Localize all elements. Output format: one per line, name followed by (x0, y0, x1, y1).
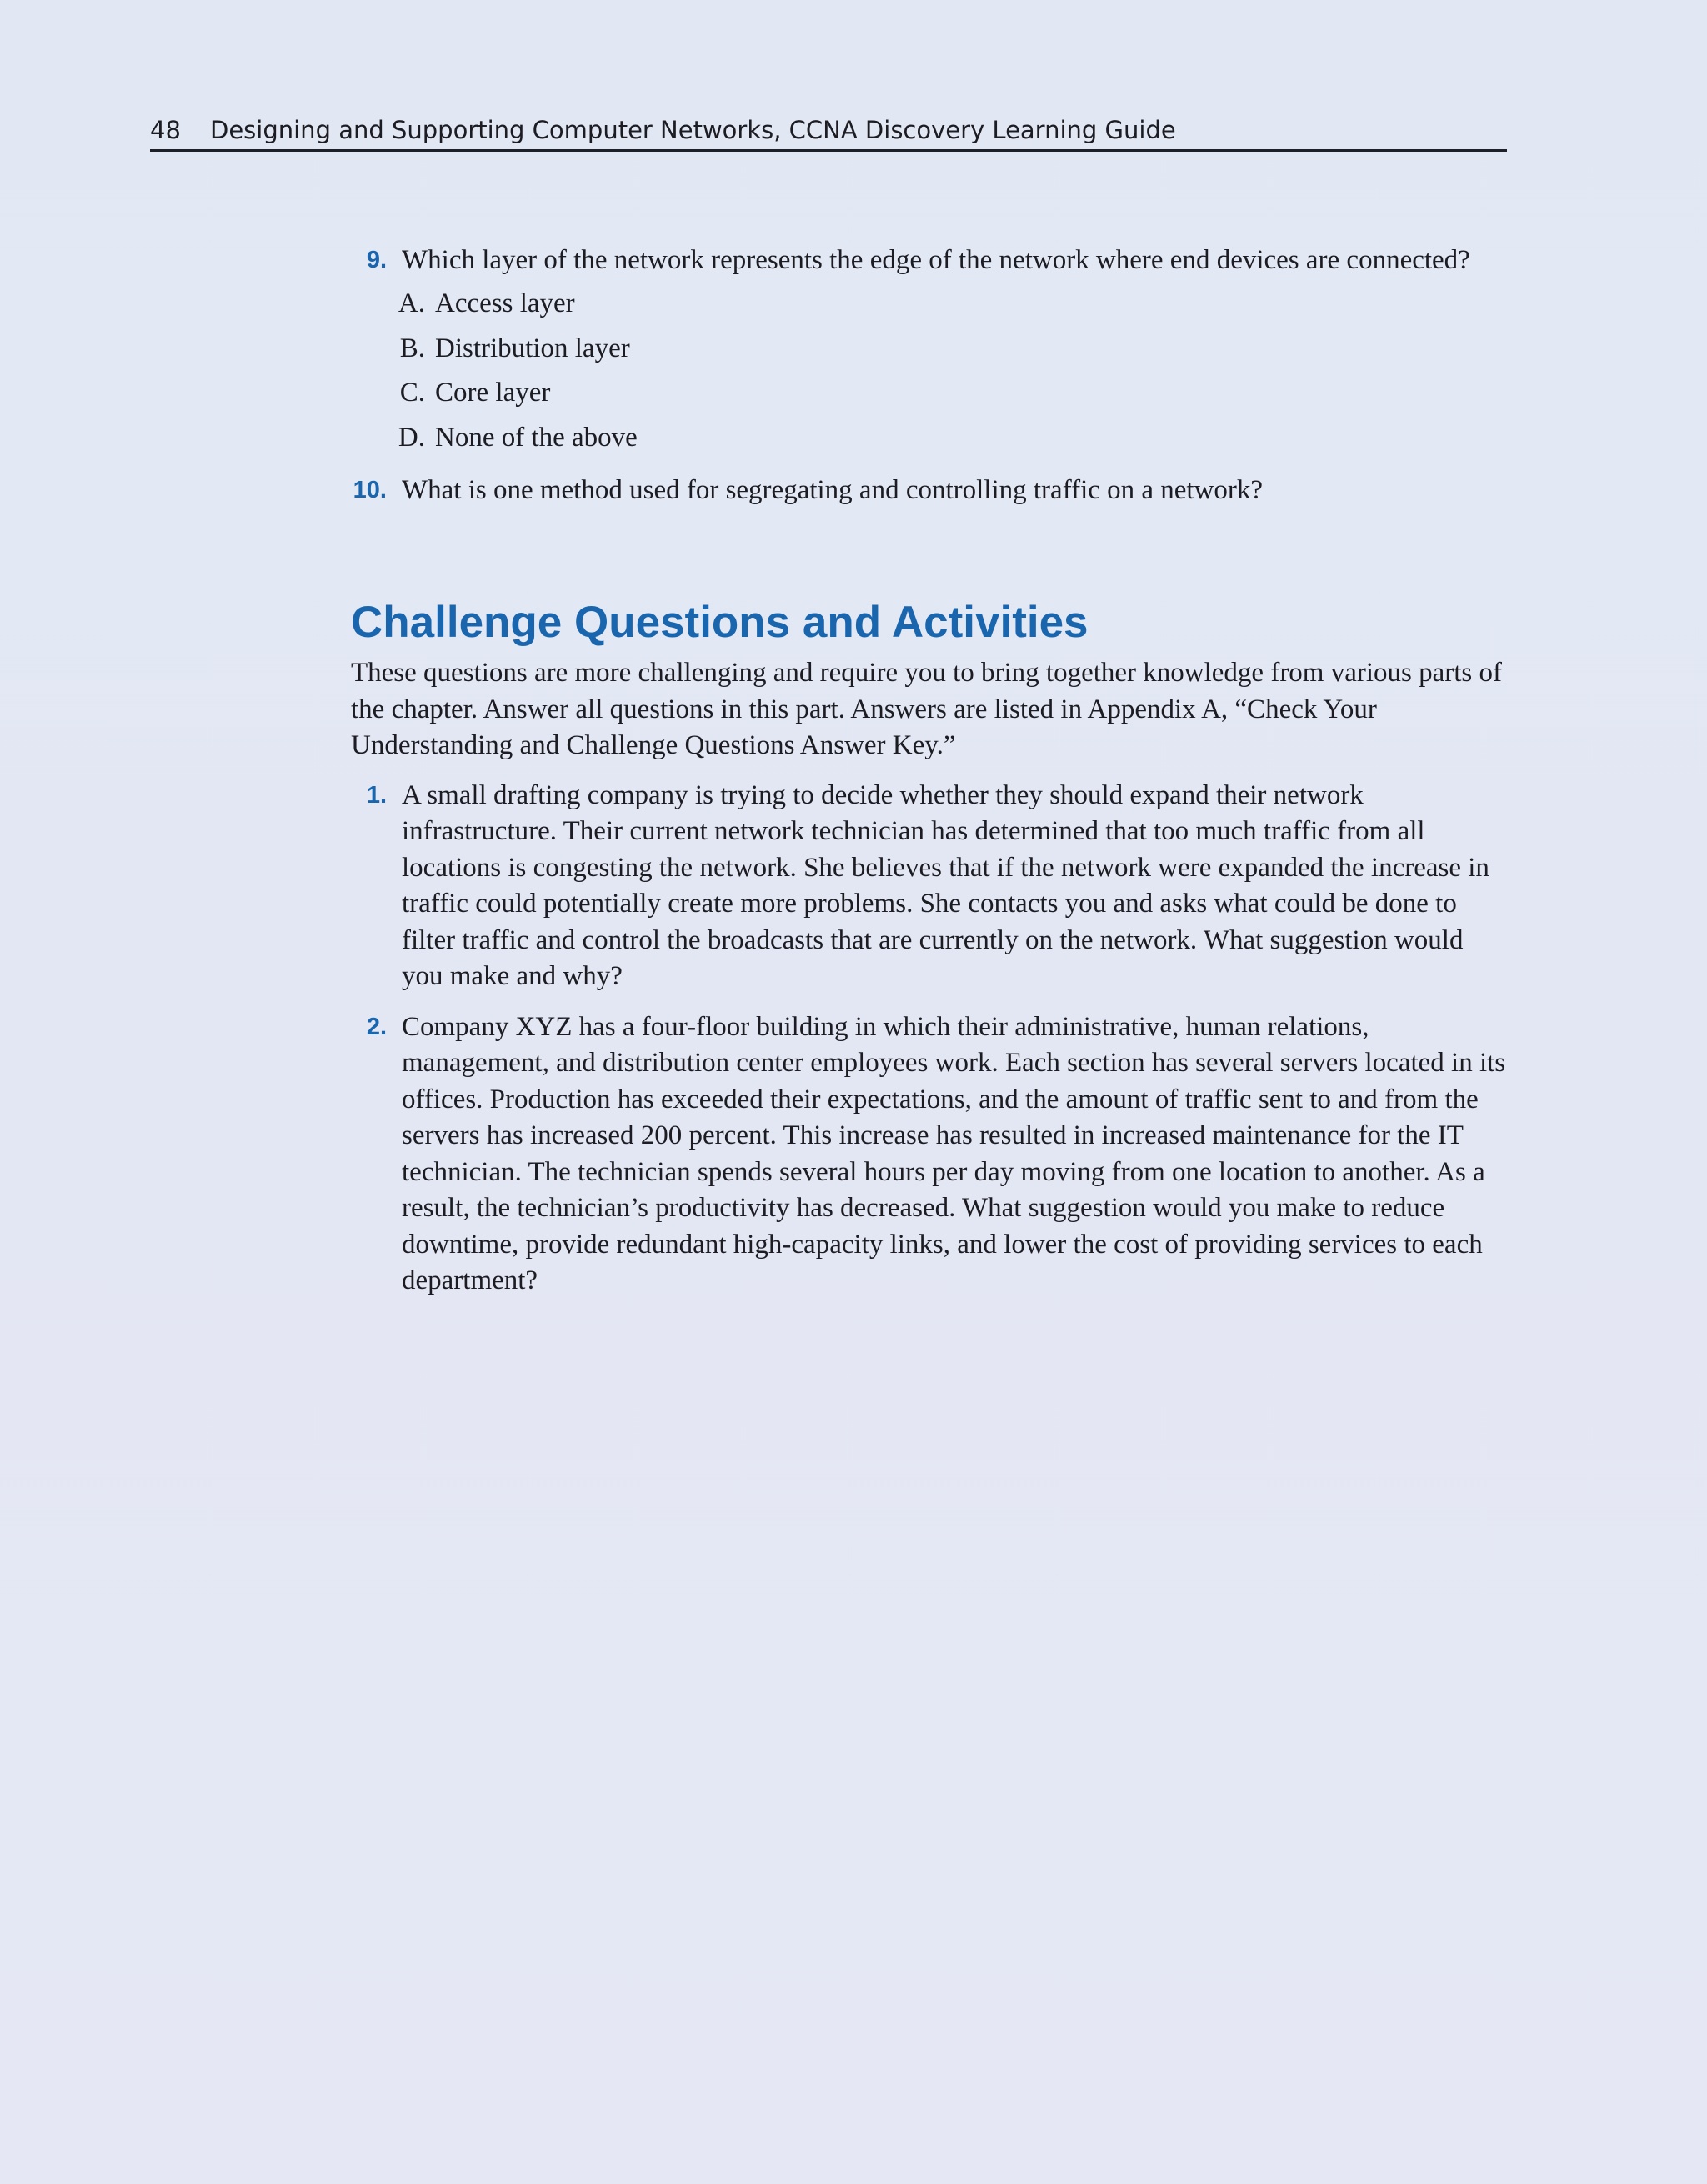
question-number: 10. (353, 477, 387, 503)
section-heading: Challenge Questions and Activities (351, 598, 1089, 647)
question-text: A small drafting company is trying to decide whether they should expand their network infrastructure. Their current network technician has determined that too much traffic from all locations is congesting the network. She believes that if the network were expanded the increase in traffic could potentially create more problems. She contacts you and asks what could be done to filter traffic and control the broadcasts that are currently on the network. What suggestion would you make and why? (402, 779, 1489, 991)
question-text: What is one method used for segregating and controlling traffic on a network? (402, 475, 1264, 505)
question-number: 1. (366, 781, 387, 809)
question-text: Company XYZ has a four-floor building in which their administrative, human relations, management, and distribution center employees work. Each section has several servers located in its offices. Production has exceeded their expectations, and the amount of traffic sent to and from the servers has increased 200 percent. This increase has resulted in increased maintenance for the IT technician. The technician spends several hours per day moving from one location to another. As a result, the technician’s productivity has decreased. What suggestion would you make to reduce downtime, provide redundant high-capacity links, and lower the cost of providing services to each department? (402, 1011, 1506, 1295)
question-text: Which layer of the network represents the edge of the network where end devices are connected? (402, 245, 1470, 275)
running-header-title: Designing and Supporting Computer Networks, CCNA Discovery Learning Guide (210, 116, 1176, 144)
answer-option (351, 285, 1509, 330)
option-text: None of the above (435, 422, 638, 453)
answer-option (351, 419, 1509, 464)
answer-options (351, 285, 1509, 463)
challenge-question-1 (351, 778, 1509, 995)
answer-option (351, 330, 1509, 375)
question-9 (351, 242, 1509, 278)
option-text: Access layer (435, 288, 575, 318)
question-10 (351, 472, 1509, 508)
section-intro: These questions are more challenging and require you to bring together knowledge from various parts of the chapter. Answer all questions in this part. Answers are listed in Appendix A, “Check Your Understanding and Challenge Questions Answer Key.” (351, 658, 1503, 760)
question-number: 2. (366, 1013, 387, 1040)
running-header (150, 113, 1507, 152)
answer-option (351, 374, 1509, 419)
option-letter: A. (398, 288, 425, 318)
option-text: Distribution layer (435, 333, 630, 363)
option-text: Core layer (435, 378, 551, 408)
option-letter: C. (399, 378, 425, 408)
option-letter: D. (398, 422, 425, 453)
question-number: 9. (366, 247, 387, 273)
option-letter: B. (399, 333, 425, 363)
challenge-question-2 (351, 1009, 1509, 1300)
page-body (351, 242, 1509, 1300)
page-number: 48 (150, 116, 181, 144)
